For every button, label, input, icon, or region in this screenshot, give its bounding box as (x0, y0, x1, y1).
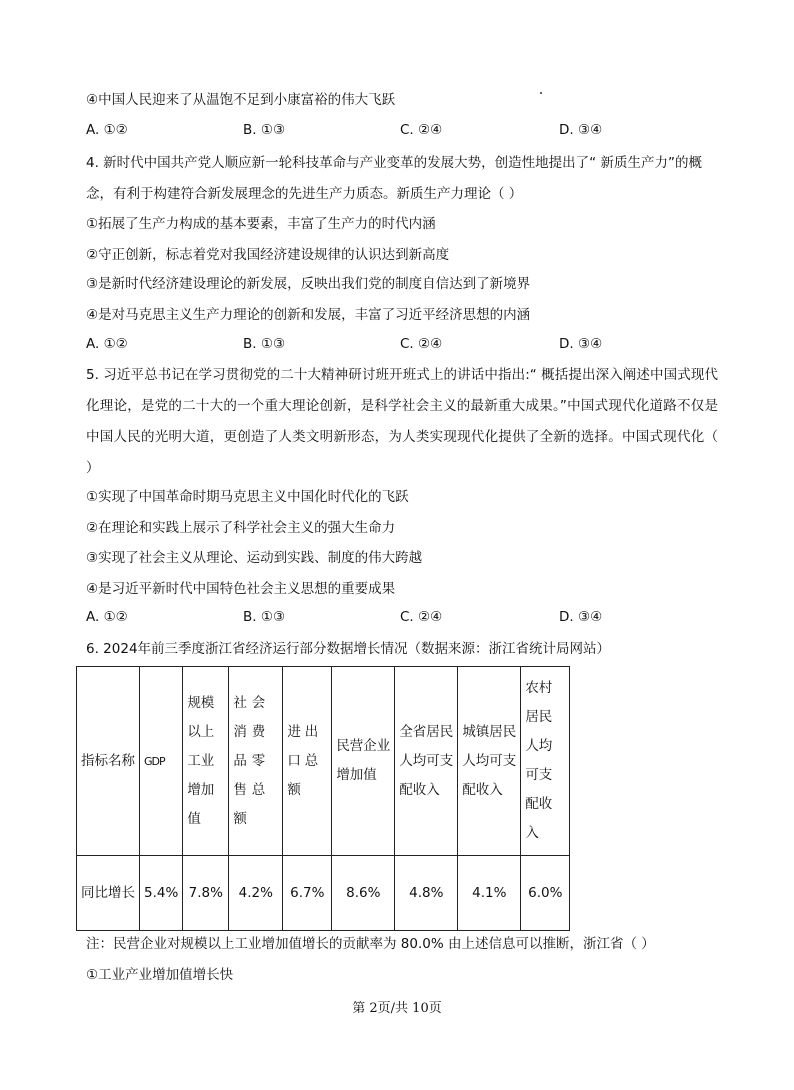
q5-options (86, 609, 726, 629)
table-cell: 8.6% (332, 856, 395, 931)
q4-item-1: ①拓展了生产力构成的基本要素，丰富了生产力的时代内涵 (86, 216, 436, 232)
table-header-cell: 全省居民人均可支配收入 (395, 667, 458, 856)
q6-stem: 6. 2024年前三季度浙江省经济运行部分数据增长情况（数据来源：浙江省统计局网站） (86, 641, 611, 657)
table-cell: 6.0% (521, 856, 570, 931)
table-cell: 5.4% (140, 856, 183, 931)
table-header-cell: 农村居民人均可支配收入 (521, 667, 570, 856)
q4-item-2: ②守正创新，标志着党对我国经济建设规律的认识达到新高度 (86, 247, 450, 263)
q4-option-a: A. ①② (86, 336, 128, 352)
table-header-cell: 指标名称 (77, 667, 140, 856)
q5-item-2: ②在理论和实践上展示了科学社会主义的强大生命力 (86, 520, 396, 536)
table-header-cell: 规模以上工业增加值 (183, 667, 229, 856)
q4-options (86, 336, 726, 356)
table-header-cell: 城镇居民人均可支配收入 (458, 667, 521, 856)
q3-option-c: C. ②④ (400, 122, 443, 138)
q3-option-d: D. ③④ (559, 122, 603, 138)
q3-option-b: B. ①③ (243, 122, 286, 138)
table-header-cell: 进出口总额 (283, 667, 332, 856)
table-cell: 6.7% (283, 856, 332, 931)
table-header-row (77, 667, 570, 856)
q5-item-1: ①实现了中国革命时期马克思主义中国化时代化的飞跃 (86, 489, 409, 505)
q6-item-1: ①工业产业增加值增长快 (86, 967, 234, 983)
q4-item-3: ③是新时代经济建设理论的新发展，反映出我们党的制度自信达到了新境界 (86, 276, 531, 292)
table-header-cell: GDP (140, 667, 183, 856)
table-cell: 4.1% (458, 856, 521, 931)
table-value-row (77, 856, 570, 931)
q3-item-4: ④中国人民迎来了从温饱不足到小康富裕的伟大飞跃 (86, 92, 396, 108)
q5-item-4: ④是习近平新时代中国特色社会主义思想的重要成果 (86, 581, 396, 597)
table-cell: 4.2% (229, 856, 283, 931)
table-header-cell: 社会消费品零售总额 (229, 667, 283, 856)
q4-option-c: C. ②④ (400, 336, 443, 352)
q6-note: 注：民营企业对规模以上工业增加值增长的贡献率为 80.0% 由上述信息可以推断，浙江省（ ） (86, 936, 655, 952)
q5-option-b: B. ①③ (243, 609, 286, 625)
q5-option-a: A. ①② (86, 609, 128, 625)
table-cell: 7.8% (183, 856, 229, 931)
q4-item-4: ④是对马克思主义生产力理论的创新和发展，丰富了习近平经济思想的内涵 (86, 307, 531, 323)
q5-item-3: ③实现了社会主义从理论、运动到实践、制度的伟大跨越 (86, 550, 423, 566)
q5-stem: 5. 习近平总书记在学习贯彻党的二十大精神研讨班开班式上的讲话中指出:“ 概括提出深入阐述中国式现代化理论，是党的二十大的一个重大理论创新，是科学社会主义的最新重大成果。”中国式现代化道路不仅是中国人民的光明大道，更创造了人类文明新形态，为人类实现现代化提供了全新的选择。中国式现代化（ ） (86, 367, 718, 476)
q3-option-a: A. ①② (86, 122, 128, 138)
table-header-cell: 民营企业增加值 (332, 667, 395, 856)
table-row-label: 同比增长 (77, 856, 140, 931)
q4-stem-line-2: 念，有利于构建符合新发展理念的先进生产力质态。新质生产力理论（ ） (86, 186, 523, 202)
table-cell: 4.8% (395, 856, 458, 931)
stray-dot (540, 92, 542, 94)
q4-option-b: B. ①③ (243, 336, 286, 352)
q5-option-d: D. ③④ (559, 609, 603, 625)
page-footer: 第 2页/共 10页 (352, 1001, 442, 1016)
q3-options (86, 122, 726, 142)
q4-stem-line-1: 4. 新时代中国共产党人顺应新一轮科技革命与产业变革的发展大势，创造性地提出了“ 新质生产力”的概 (86, 155, 702, 171)
q4-option-d: D. ③④ (559, 336, 603, 352)
q6-data-table (76, 666, 570, 931)
q5-option-c: C. ②④ (400, 609, 443, 625)
